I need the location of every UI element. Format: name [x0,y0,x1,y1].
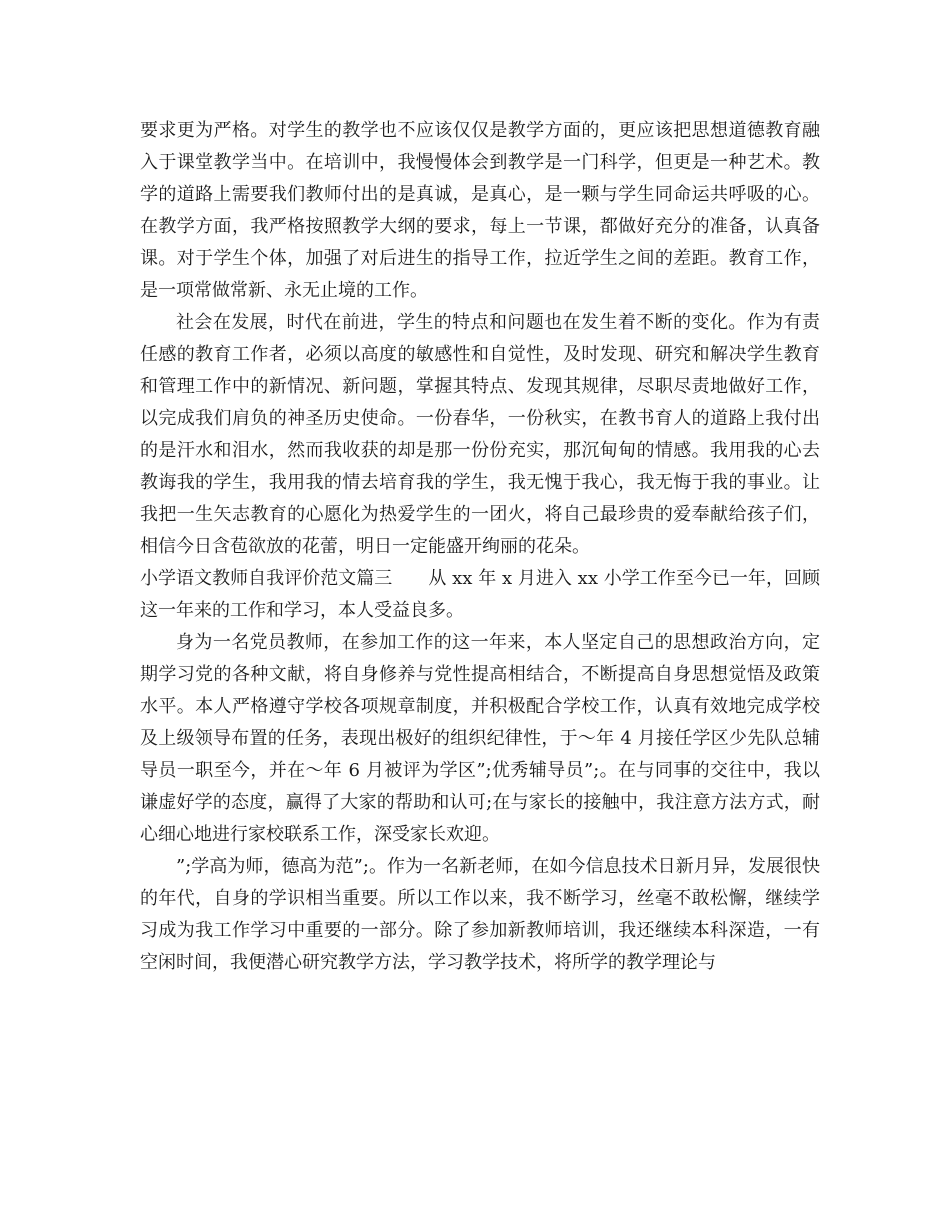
paragraph-continuation: 要求更为严格。对学生的教学也不应该仅仅是教学方面的，更应该把思想道德教育融入于课堂教学当中。在培训中，我慢慢体会到教学是一门科学，但更是一种艺术。教学的道路上需要我们教师付出的是真诚，是真心，是一颗与学生同命运共呼吸的心。在教学方面，我严格按照教学大纲的要求，每上一节课，都做好充分的准备，认真备课。对于学生个体，加强了对后进生的指导工作，拉近学生之间的差距。教育工作，是一项常做常新、永无止境的工作。 [140,120,820,301]
paragraph-society: 社会在发展，时代在前进，学生的特点和问题也在发生着不断的变化。作为有责任感的教育工作者，必须以高度的敏感性和自觉性，及时发现、研究和解决学生教育和管理工作中的新情况、新问题，掌握其特点、发现其规律，尽职尽责地做好工作，以完成我们肩负的神圣历史使命。一份春华，一份秋实，在教书育人的道路上我付出的是汗水和泪水，然而我收获的却是那一份份充实，那沉甸甸的情感。我用我的心去教诲我的学生，我用我的情去培育我的学生，我无愧于我心，我无悔于我的事业。让我把一生矢志教育的心愿化为热爱学生的一团火，将自己最珍贵的爱奉献给孩子们，相信今日含苞欲放的花蕾，明日一定能盛开绚丽的花朵。 [140,312,820,557]
paragraph-section-heading: 小学语文教师自我评价范文篇三 从 xx 年 x 月进入 xx 小学工作至今已一年，回顾这一年来的工作和学习，本人受益良多。 [140,568,820,621]
paragraph-party-member: 身为一名党员教师，在参加工作的这一年来，本人坚定自己的思想政治方向，定期学习党的各种文献，将自身修养与党性提高相结合，不断提高自身思想觉悟及政策水平。本人严格遵守学校各项规章制度，并积极配合学校工作，认真有效地完成学校及上级领导布置的任务，表现出极好的组织纪律性，于～年 4 月接任学区少先队总辅导员一职至今，并在～年 6 月被评为学区”;优秀辅导员”;。在与同事的交往中，我以谦虚好学的态度，赢得了大家的帮助和认可;在与家长的接触中，我注意方法方式，耐心细心地进行家校联系工作，深受家长欢迎。 [140,632,820,845]
document-body [140,115,820,979]
paragraph-learning: ”;学高为师，德高为范”;。作为一名新老师，在如今信息技术日新月异，发展很快的年代，自身的学识相当重要。所以工作以来，我不断学习，丝毫不敢松懈，继续学习成为我工作学习中重要的一部分。除了参加新教师培训，我还继续本科深造，一有空闲时间，我便潜心研究教学方法，学习教学技术，将所学的教学理论与 [140,856,820,973]
